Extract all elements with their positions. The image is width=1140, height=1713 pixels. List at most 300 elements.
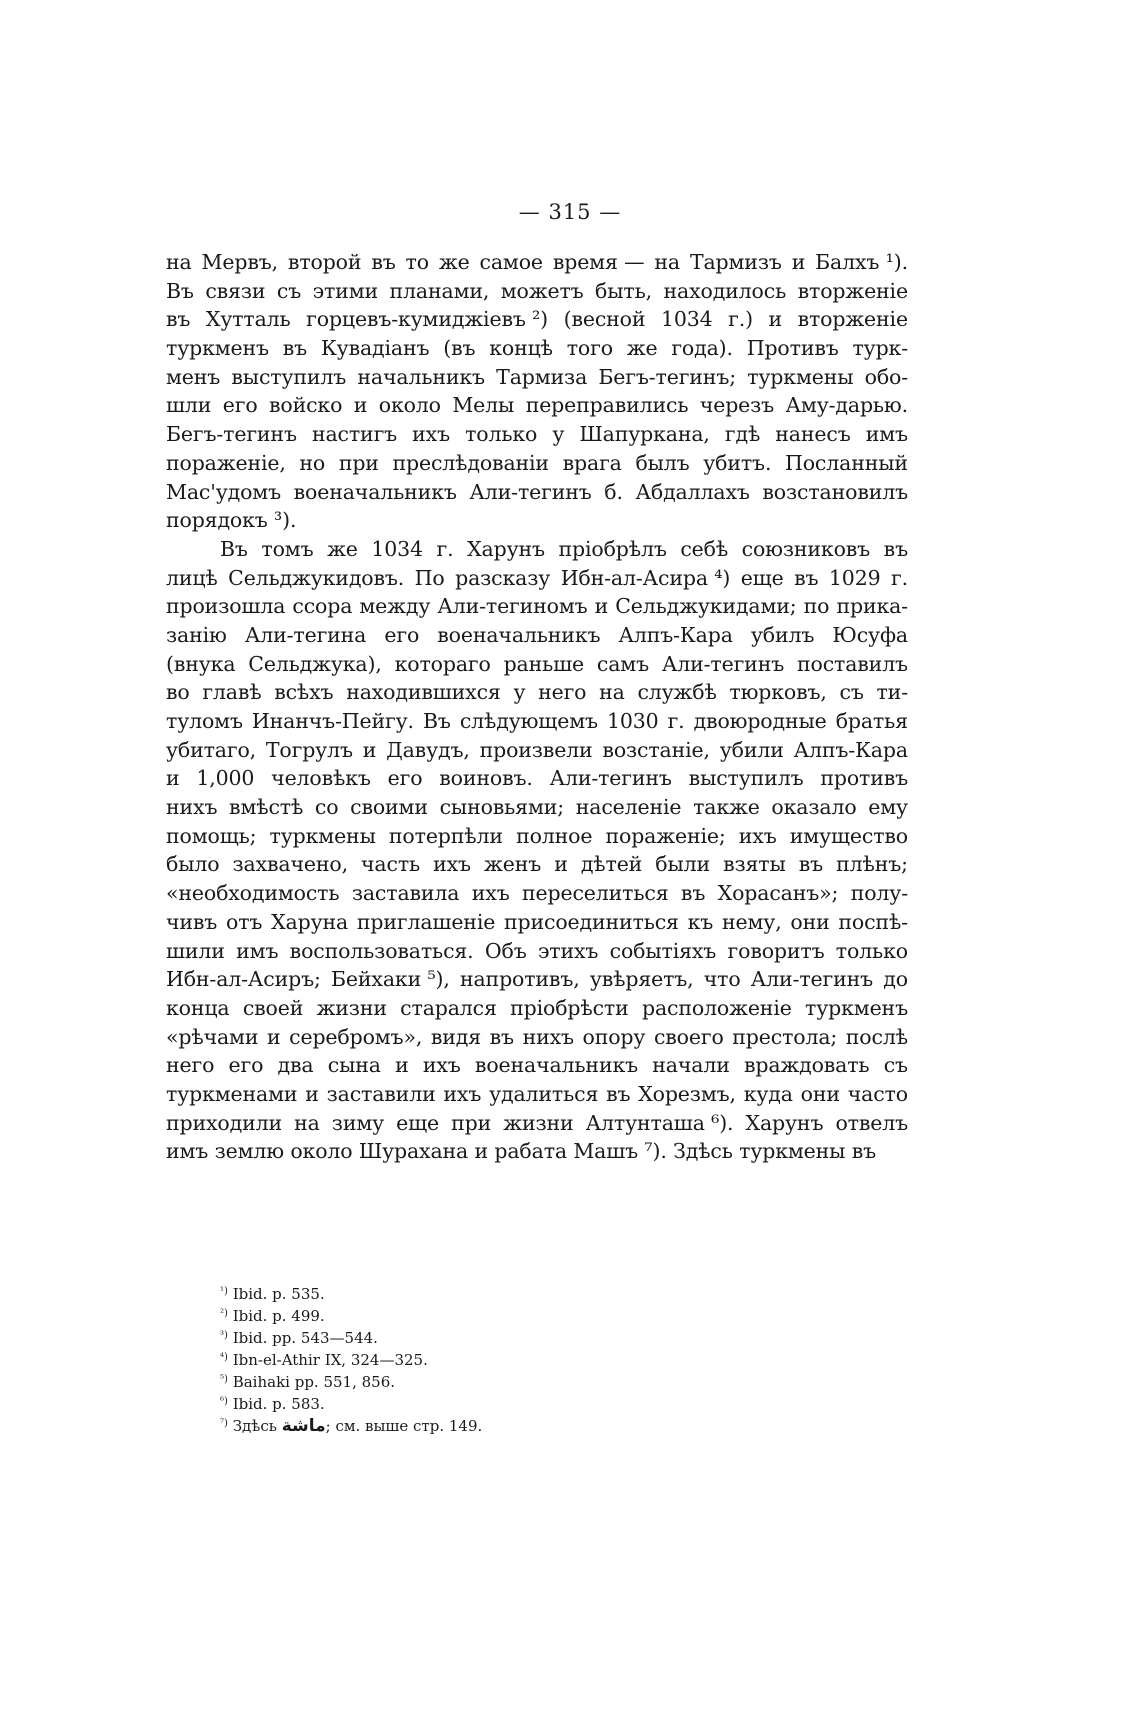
word: выступилъ: [231, 364, 347, 389]
word: часто: [847, 1081, 908, 1106]
word: того: [566, 336, 613, 361]
word: отъ: [226, 909, 263, 934]
word: и: [791, 250, 806, 274]
word: въ: [371, 250, 396, 274]
word: находившихся: [346, 680, 501, 705]
text-line: [166, 736, 908, 765]
word: помощь;: [166, 823, 257, 848]
word: присоединиться: [504, 909, 679, 934]
text-line: [166, 1080, 908, 1109]
word: планами,: [389, 278, 490, 303]
word: только: [465, 422, 538, 447]
word: Сельджукидовъ.: [228, 565, 405, 590]
word: и: [305, 1081, 319, 1106]
word: Бегъ-тегинъ: [166, 422, 297, 447]
word: произошла: [166, 594, 286, 619]
word: раньше: [503, 651, 585, 676]
word: ихъ: [433, 852, 471, 877]
paragraph-1: [166, 248, 908, 535]
word: Ибн-ал-Асиръ;: [166, 967, 321, 992]
word: со: [314, 795, 339, 820]
text-line: [166, 1051, 908, 1080]
word: и: [474, 1139, 489, 1164]
word: его: [222, 393, 258, 418]
word: пораженіе,: [166, 450, 286, 475]
word: занію: [166, 622, 227, 647]
word: убитаго,: [166, 737, 257, 762]
word: жизни: [316, 995, 387, 1020]
word: вмѣстѣ: [229, 795, 304, 820]
word: въ: [606, 1081, 631, 1106]
text-line: [166, 764, 908, 793]
word: послѣ: [845, 1024, 908, 1049]
word: Юсуфа: [832, 622, 908, 647]
word: убитъ.: [703, 450, 772, 475]
word: воиновъ.: [439, 766, 533, 791]
word: въ: [883, 536, 908, 561]
text-line: [166, 334, 908, 363]
word: настигъ: [311, 422, 398, 447]
word: года).: [671, 336, 733, 361]
word: на: [654, 250, 680, 274]
word: томъ: [261, 536, 314, 561]
word: и: [554, 852, 568, 877]
word: Давудъ,: [386, 737, 470, 762]
word: б.: [604, 479, 623, 504]
word: то: [405, 250, 429, 274]
word: зиму: [331, 1110, 385, 1135]
word: отвелъ: [835, 1110, 908, 1135]
word: Объ: [484, 938, 527, 963]
word: выступилъ: [688, 766, 804, 791]
word: Харуна: [271, 909, 349, 934]
word: же: [626, 336, 658, 361]
text-line: [166, 879, 908, 908]
word: населеніе: [575, 795, 682, 820]
word: при: [338, 450, 379, 475]
word: связи: [205, 278, 266, 303]
word: Хорасанъ»;: [717, 881, 839, 906]
word: его: [387, 766, 423, 791]
word: Мас'удомъ: [166, 479, 281, 504]
word: Въ: [220, 536, 248, 561]
word: Шапуркана,: [579, 422, 710, 447]
word: полу-: [850, 881, 908, 906]
word: 1,000: [196, 766, 255, 791]
word: противъ: [820, 766, 908, 791]
word: увѣряетъ,: [589, 967, 694, 992]
word: и: [267, 1024, 281, 1049]
text-line: [166, 478, 908, 507]
word: еще: [396, 1110, 440, 1135]
word: убилъ: [750, 622, 815, 647]
word: Али-тегина: [244, 622, 367, 647]
footnote-4: $^{^4)}$ Ibn-el-Athir IX, 324—325.: [220, 1351, 428, 1369]
word: ссора: [292, 594, 353, 619]
word: возстановилъ: [762, 479, 908, 504]
word: туркмены: [269, 823, 376, 848]
word: Алтунташа ⁶).: [585, 1110, 734, 1135]
word: тюрковъ,: [729, 680, 827, 705]
word: 1029: [828, 565, 881, 590]
word: Али-тегиномъ: [437, 594, 588, 619]
word: и: [353, 393, 368, 418]
word: Противъ: [746, 336, 839, 361]
word: ихъ: [422, 1053, 461, 1078]
word: въ: [282, 336, 308, 361]
arabic-word: ماشة: [281, 1416, 326, 1436]
word: дѣтей: [580, 852, 643, 877]
word: 1034: [371, 536, 423, 561]
word: удалиться: [489, 1081, 599, 1106]
word: переселиться: [522, 881, 669, 906]
word: этихъ: [537, 938, 599, 963]
word: къ: [687, 909, 714, 934]
word: службѣ: [637, 680, 717, 705]
word: военачальникъ: [474, 1053, 639, 1078]
word: вторженіе: [797, 307, 908, 332]
word: съ: [276, 278, 302, 303]
word: порядокъ ³).: [166, 508, 297, 533]
word: Инанчъ-Пейгу.: [251, 709, 414, 733]
word: военачальникъ: [293, 479, 457, 504]
word: возстаніе,: [602, 737, 710, 762]
word: во: [166, 680, 190, 705]
text-line: [166, 506, 908, 535]
word: было: [166, 852, 220, 877]
text-line: [166, 592, 908, 621]
word: также: [693, 795, 760, 820]
word: и: [768, 307, 783, 332]
word: по: [803, 594, 830, 619]
word: шили: [166, 938, 225, 963]
footnotes: [220, 1283, 482, 1437]
word: на: [599, 680, 625, 705]
word: съ: [839, 680, 864, 705]
word: него: [166, 1053, 215, 1078]
word: въ: [794, 565, 819, 590]
text-line: [166, 994, 908, 1023]
word: плѣнъ;: [836, 852, 908, 877]
word: конца: [166, 995, 230, 1020]
word: пріобрѣлъ: [558, 536, 667, 561]
word: него: [538, 680, 587, 705]
word: Сельджукидами;: [615, 594, 797, 619]
word: захвачено,: [232, 852, 348, 877]
word: женъ: [484, 852, 542, 877]
word: горцевъ-кумиджіевъ ²): [306, 307, 549, 332]
word: старался: [400, 995, 497, 1020]
word: и: [166, 766, 180, 791]
word: съ: [883, 1053, 908, 1078]
word: около: [378, 393, 441, 418]
text-line: [166, 363, 908, 392]
word: нанесъ: [775, 422, 851, 447]
text-line: [166, 535, 908, 564]
word: расположеніе: [641, 995, 792, 1020]
word: въ: [798, 852, 824, 877]
word: они: [790, 909, 830, 934]
word: и: [594, 594, 609, 619]
text-line: [166, 850, 908, 879]
word: жизни: [503, 1110, 574, 1135]
word: ихъ: [412, 422, 450, 447]
text-line: [166, 793, 908, 822]
word: и: [395, 1053, 409, 1078]
word: рабата: [494, 1139, 567, 1164]
word: чивъ: [166, 909, 218, 934]
word: слѣдующемъ: [459, 709, 598, 733]
word: его: [228, 1053, 264, 1078]
word: нихъ: [522, 1024, 574, 1049]
word: пріобрѣсти: [510, 995, 629, 1020]
word: этими: [312, 278, 379, 303]
word: оказало: [771, 795, 857, 820]
word: же: [327, 536, 358, 561]
text-line: [166, 908, 908, 937]
word: переправились: [525, 393, 689, 418]
text-line: [166, 1023, 908, 1052]
word: произвели: [479, 737, 593, 762]
word: туломъ: [166, 709, 243, 733]
word: и: [362, 737, 377, 762]
word: черезъ: [699, 393, 775, 418]
word: себѣ: [680, 536, 729, 561]
word: но: [299, 450, 326, 475]
word: потерпѣли: [388, 823, 503, 848]
word: (въ: [443, 336, 476, 361]
word: «необходимость: [166, 881, 340, 906]
word: можетъ: [500, 278, 584, 303]
word: два: [277, 1053, 314, 1078]
word: Тогрулъ: [265, 737, 353, 762]
word: были: [655, 852, 711, 877]
word: Алпъ-Кара: [618, 622, 733, 647]
word: г.: [436, 536, 454, 561]
word: нему,: [722, 909, 782, 934]
word: По: [414, 565, 445, 590]
word: ихъ: [738, 823, 777, 848]
word: приглашеніе: [356, 909, 496, 934]
text-line: [166, 391, 908, 420]
word: начальникъ: [357, 364, 485, 389]
word: 1034: [660, 307, 713, 332]
word: опору: [582, 1024, 646, 1049]
word: серебромъ»,: [289, 1024, 423, 1049]
word: говоритъ: [727, 938, 825, 963]
word: Аму-дарью.: [785, 393, 908, 418]
word: землю: [214, 1139, 284, 1164]
word: (весной: [563, 307, 646, 332]
text-line: [166, 449, 908, 478]
word: самъ: [596, 651, 649, 676]
word: приходили: [166, 1110, 282, 1135]
word: концѣ: [489, 336, 553, 361]
word: союзниковъ: [741, 536, 871, 561]
word: сына: [327, 1053, 381, 1078]
word: престола;: [732, 1024, 838, 1049]
word: ихъ: [443, 1081, 482, 1106]
word: воспользоваться.: [289, 938, 474, 963]
word: врага: [562, 450, 622, 475]
word: же: [438, 250, 470, 274]
word: въ: [166, 307, 191, 332]
text-line: [166, 937, 908, 966]
word: нихъ: [166, 795, 218, 820]
word: на: [294, 1110, 320, 1135]
text-line: [166, 1109, 908, 1138]
word: видя: [430, 1024, 482, 1049]
word: куда: [743, 1081, 793, 1106]
word: еще: [740, 565, 784, 590]
word: имъ: [236, 938, 279, 963]
word: Харунъ: [467, 536, 545, 561]
word: Харунъ: [745, 1110, 824, 1135]
text-line: [166, 248, 908, 277]
word: заставила: [351, 881, 460, 906]
word: сыновьями;: [439, 795, 565, 820]
word: г.): [728, 307, 753, 332]
word: напротивъ,: [459, 967, 580, 992]
text-line: [166, 420, 908, 449]
word: Въ: [166, 278, 194, 303]
word: Бегъ-тегинъ;: [598, 364, 736, 389]
word: Хутталь: [205, 307, 291, 332]
word: котораго: [394, 651, 491, 676]
word: Ибн-ал-Асира ⁴): [560, 565, 731, 590]
text-line: [166, 305, 908, 334]
word: взяты: [723, 852, 786, 877]
word: Тармиза: [496, 364, 588, 389]
word: Мервъ,: [201, 250, 278, 274]
word: туркмены: [739, 1139, 846, 1164]
word: былъ: [635, 450, 690, 475]
footnote-1: $^{^1)}$ Ibid. p. 535.: [220, 1285, 325, 1303]
word: Али-тегинъ: [469, 479, 592, 504]
text-line: [166, 822, 908, 851]
text-line: [166, 564, 908, 593]
word: между: [359, 594, 431, 619]
word: гдѣ: [724, 422, 761, 447]
word: туркменами: [166, 1081, 298, 1106]
word: туркменъ: [166, 336, 269, 361]
word: Посланный: [785, 450, 908, 475]
word: Али-тегинъ: [661, 651, 785, 676]
word: у: [552, 422, 565, 447]
word: заставили: [326, 1081, 436, 1106]
word: турк-: [852, 336, 908, 361]
word: ихъ: [471, 881, 510, 906]
word: братья: [835, 709, 908, 733]
word: вторженіе: [797, 278, 908, 303]
word: полное: [516, 823, 593, 848]
word: 1030: [606, 709, 659, 733]
text-line: [166, 277, 908, 306]
word: часть: [361, 852, 421, 877]
word: имущество: [789, 823, 908, 848]
word: при: [451, 1110, 492, 1135]
word: своего: [653, 1024, 724, 1049]
word: туркменъ: [805, 995, 908, 1020]
word: ему: [868, 795, 908, 820]
word: Абдаллахъ: [635, 479, 750, 504]
word: въ: [489, 1024, 514, 1049]
word: своей: [242, 995, 304, 1020]
word: событіяхъ: [609, 938, 717, 963]
word: туркмены: [747, 364, 854, 389]
word: Тармизъ: [689, 250, 782, 274]
word: на: [166, 250, 192, 274]
word: всѣхъ: [274, 680, 334, 705]
main-text: [166, 248, 908, 1166]
footnote-3: $^{^3)}$ Ibid. pp. 543—544.: [220, 1329, 378, 1347]
word: своими: [350, 795, 428, 820]
word: двоюродные: [693, 709, 827, 733]
word: его: [384, 622, 420, 647]
word: Али-тегинъ: [750, 967, 874, 992]
word: «рѣчами: [166, 1024, 259, 1049]
word: Шурахана: [358, 1139, 469, 1164]
word: что: [703, 967, 741, 992]
word: обо-: [864, 364, 908, 389]
text-line: [166, 650, 908, 679]
word: шли: [166, 393, 212, 418]
word: преслѣдованіи: [392, 450, 549, 475]
word: г.: [667, 709, 685, 733]
word: убили: [719, 737, 784, 762]
word: Сельджука),: [248, 651, 382, 676]
word: имъ: [865, 422, 908, 447]
word: до: [883, 967, 908, 992]
word: быть,: [595, 278, 652, 303]
text-line: [166, 1137, 908, 1166]
word: время —: [552, 250, 645, 274]
word: Бейхаки ⁵),: [331, 967, 450, 992]
word: Въ: [422, 709, 451, 733]
word: менъ: [166, 364, 221, 389]
word: начали: [652, 1053, 730, 1078]
word: поспѣ-: [838, 909, 908, 934]
word: ти-: [876, 680, 908, 705]
word: самое: [479, 250, 543, 274]
word: находилось: [663, 278, 787, 303]
text-line: [166, 621, 908, 650]
word: г.: [891, 565, 908, 590]
word: въ: [680, 881, 706, 906]
footnote-2: $^{^2)}$ Ibid. p. 499.: [220, 1307, 325, 1325]
word: главѣ: [202, 680, 262, 705]
word: Кувадіанъ: [320, 336, 430, 361]
word: имъ: [166, 1139, 209, 1164]
word: второй: [287, 250, 362, 274]
word: разсказу: [455, 565, 551, 590]
word: враждовать: [743, 1053, 870, 1078]
page-number: — 315 —: [518, 200, 622, 224]
word: въ: [851, 1139, 876, 1164]
word: Хорезмъ,: [638, 1081, 736, 1106]
word: Балхъ ¹).: [815, 250, 908, 274]
word: они: [800, 1081, 840, 1106]
word: поставилъ: [796, 651, 908, 676]
word: Машъ ⁷).: [573, 1139, 667, 1164]
footnote-7: $^{^7)}$ Здѣсь ماشة; см. выше стр. 149.: [220, 1416, 483, 1436]
word: Али-тегинъ: [549, 766, 672, 791]
word: лицѣ: [166, 565, 218, 590]
word: у: [513, 680, 526, 705]
word: военачальникъ: [437, 622, 601, 647]
word: Мелы: [452, 393, 515, 418]
word: около: [290, 1139, 353, 1164]
